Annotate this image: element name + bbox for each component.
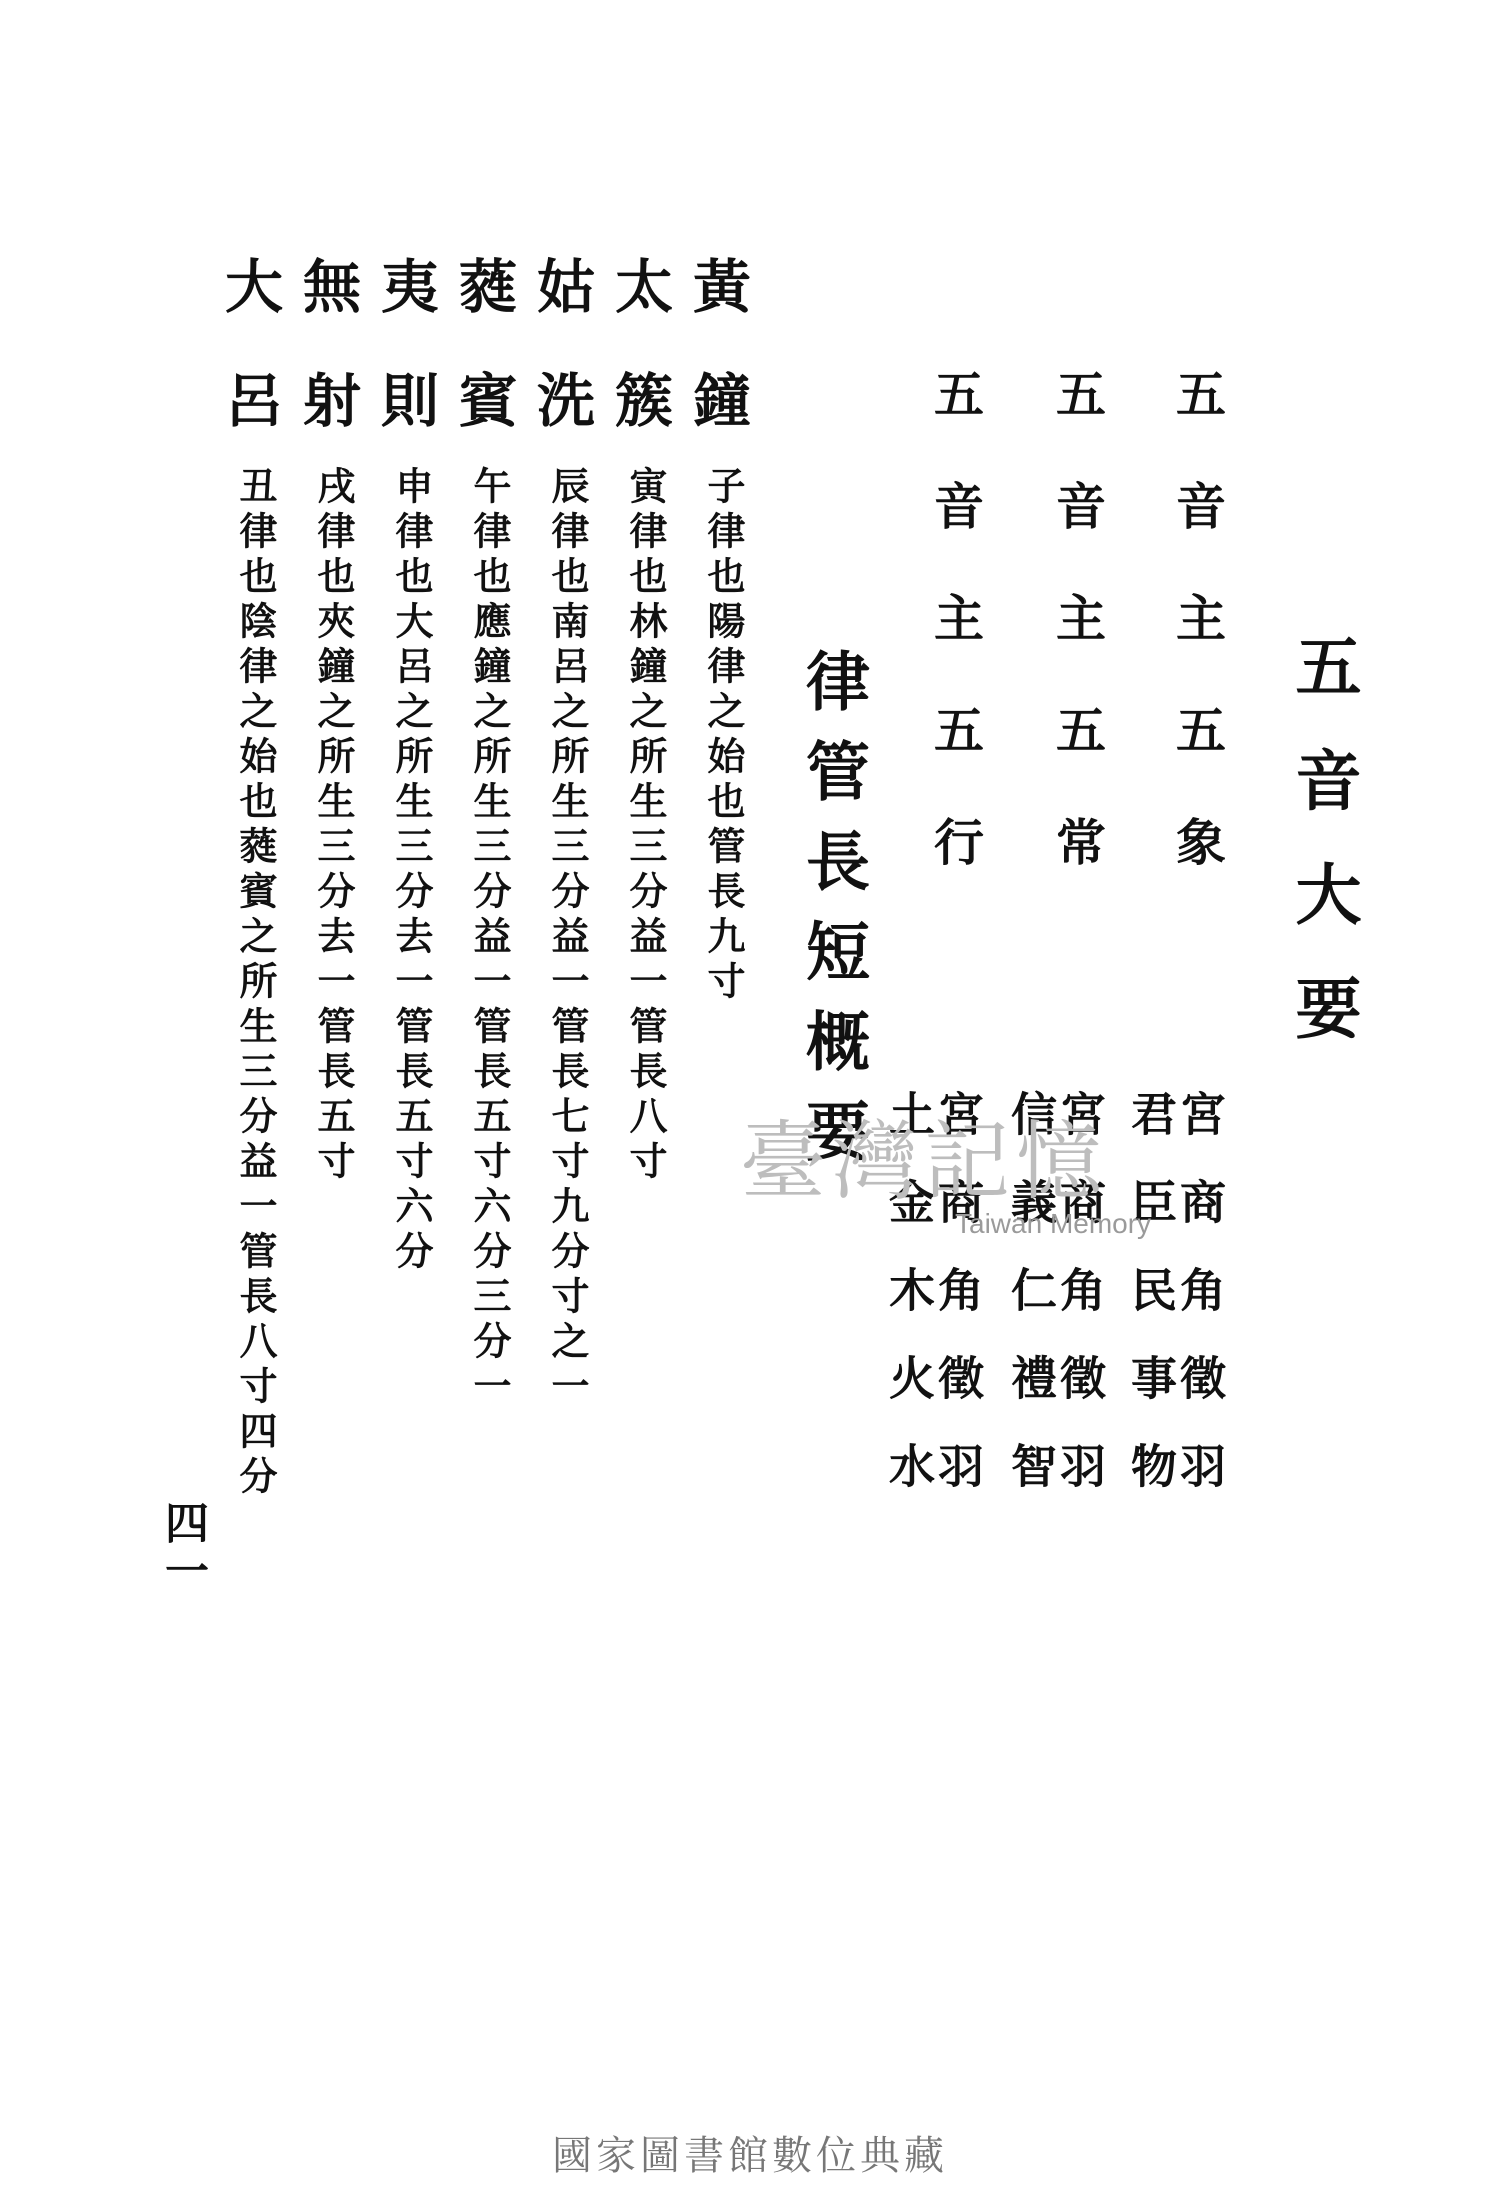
section-title-pitch-pipes: 律管長短概要 xyxy=(795,648,870,1188)
pitch-name-taicu: 太簇 xyxy=(605,256,673,484)
pitch-desc-guxian: 辰律也南呂之所生三分益一管長七寸九分寸之一 xyxy=(545,466,590,1411)
five-tones-column-head-3: 五音主五行 xyxy=(926,368,985,928)
five-tones-column-head-2: 五音主五常 xyxy=(1048,368,1107,928)
pitch-desc-wuyi: 戌律也夾鐘之所生三分去一管長五寸 xyxy=(311,466,356,1186)
pitch-desc-huangzhong: 子律也陽律之始也管長九寸 xyxy=(701,466,746,1006)
pitch-name-guxian: 姑洗 xyxy=(527,256,595,484)
five-tones-column-values-3: 土金木火水 xyxy=(882,1090,936,1530)
five-tones-column-values-1: 君臣民事物 xyxy=(1124,1090,1178,1530)
pitch-name-wuyi: 無射 xyxy=(293,256,361,484)
pitch-name-yize: 夷則 xyxy=(371,256,439,484)
watermark-logo: 臺灣記憶 xyxy=(740,1112,1108,1212)
five-tones-column-tones-2: 宮商角徵羽 xyxy=(1053,1090,1107,1530)
pitch-desc-taicu: 寅律也林鐘之所生三分益一管長八寸 xyxy=(623,466,668,1186)
five-tones-column-head-1: 五音主五象 xyxy=(1168,368,1227,928)
pitch-desc-ruibin: 午律也應鐘之所生三分益一管長五寸六分三分一 xyxy=(467,466,512,1411)
pitch-name-ruibin: 蕤賓 xyxy=(449,256,517,484)
five-tones-column-values-2: 信義仁禮智 xyxy=(1004,1090,1058,1530)
five-tones-column-tones-3: 宮商角徵羽 xyxy=(931,1090,985,1530)
page-number: 四一 xyxy=(157,1500,208,1596)
watermark-subtext: Taiwan Memory xyxy=(955,1208,1152,1239)
five-tones-column-tones-1: 宮商角徵羽 xyxy=(1173,1090,1227,1530)
section-title-five-tones: 五音大要 xyxy=(1284,632,1362,1088)
pitch-name-dalv: 大呂 xyxy=(215,256,283,484)
pitch-desc-yize: 申律也大呂之所生三分去一管長五寸六分 xyxy=(389,466,434,1276)
pitch-name-huangzhong: 黃鐘 xyxy=(683,256,751,484)
pitch-desc-dalv: 丑律也陰律之始也蕤賓之所生三分益一管長八寸四分 xyxy=(233,466,278,1501)
footer-collection-credit: 國家圖書館數位典藏 xyxy=(552,2133,948,2179)
